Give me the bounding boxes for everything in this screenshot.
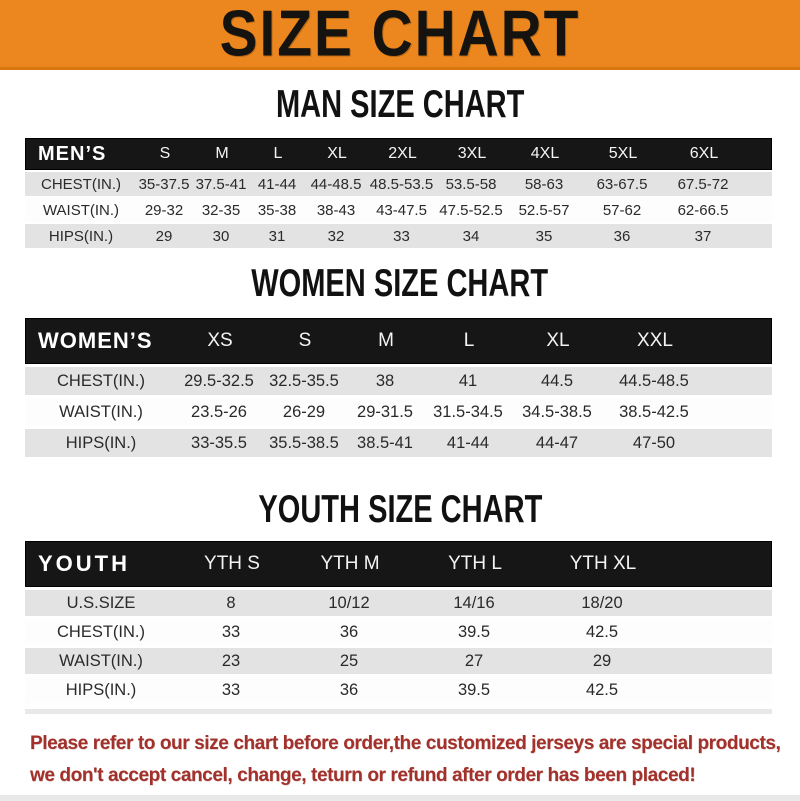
- size-column-header: S: [298, 330, 312, 351]
- size-cell: 47-50: [632, 433, 676, 452]
- row-label: U.S.SIZE: [66, 593, 136, 612]
- size-cell: 42.5: [585, 680, 619, 699]
- size-cell: 38.5-42.5: [619, 402, 689, 421]
- size-cell: 27: [464, 651, 484, 670]
- youth-heading-text: YOUTH SIZE CHART: [258, 486, 542, 531]
- page-bottom-edge: [0, 795, 800, 801]
- size-cell: 35-37.5: [138, 175, 190, 193]
- size-cell: 48.5-53.5: [369, 175, 434, 193]
- youth-table-bottom-edge: [25, 709, 772, 714]
- row-label: WAIST(IN.): [59, 651, 143, 670]
- size-cell: 44-47: [535, 433, 579, 452]
- size-cell: 39.5: [457, 622, 491, 641]
- size-cell: 23.5-26: [191, 402, 247, 421]
- size-cell: 30: [212, 227, 230, 245]
- youth-size-chart-heading: [0, 486, 800, 531]
- size-cell: 33: [221, 622, 241, 641]
- size-cell: 41: [458, 371, 478, 390]
- size-cell: 33: [221, 680, 241, 699]
- row-label: HIPS(IN.): [48, 227, 114, 245]
- table-row-waist: [25, 198, 772, 222]
- size-cell: 36: [339, 680, 359, 699]
- size-cell: 58-63: [524, 175, 564, 193]
- row-label: CHEST(IN.): [57, 371, 145, 390]
- row-label: WAIST(IN.): [42, 201, 120, 219]
- size-cell: 29.5-32.5: [184, 371, 254, 390]
- size-cell: 31: [268, 227, 286, 245]
- size-cell: 18/20: [581, 593, 623, 612]
- table-row-chest: [25, 367, 772, 395]
- size-cell: 8: [226, 593, 236, 612]
- size-column-header: S: [159, 145, 171, 162]
- size-cell: 29-32: [144, 201, 184, 219]
- size-cell: 53.5-58: [445, 175, 497, 193]
- size-cell: 14/16: [453, 593, 495, 612]
- size-cell: 31.5-34.5: [433, 402, 503, 421]
- women-heading-text: WOMEN SIZE CHART: [251, 260, 549, 305]
- size-column-header: 3XL: [457, 145, 487, 162]
- size-cell: 38: [375, 371, 395, 390]
- size-cell: 35-38: [257, 201, 297, 219]
- size-cell: 36: [339, 622, 359, 641]
- size-column-header: 2XL: [388, 145, 417, 162]
- size-cell: 35: [535, 227, 553, 245]
- size-cell: 38-43: [316, 201, 356, 219]
- size-chart-banner: [0, 0, 800, 70]
- youth-size-table: [25, 541, 772, 703]
- size-cell: 26-29: [282, 402, 326, 421]
- size-cell: 67.5-72: [677, 175, 729, 193]
- size-cell: 29: [592, 651, 612, 670]
- youth-table-header-row: [25, 541, 772, 587]
- size-cell: 63-67.5: [596, 175, 648, 193]
- size-cell: 32-35: [201, 201, 241, 219]
- size-column-header: YTH S: [204, 553, 260, 574]
- size-cell: 57-62: [602, 201, 642, 219]
- men-header-label: MEN’S: [38, 142, 107, 165]
- men-size-table: [25, 138, 772, 248]
- size-cell: 39.5: [457, 680, 491, 699]
- table-row-waist: [25, 398, 772, 426]
- size-cell: 41-44: [446, 433, 490, 452]
- size-column-header: L: [273, 145, 283, 162]
- size-cell: 34: [462, 227, 480, 245]
- size-column-header: XS: [207, 330, 233, 351]
- table-row-ussize: [25, 590, 772, 616]
- size-cell: 44.5-48.5: [619, 371, 689, 390]
- size-column-header: XL: [327, 145, 347, 162]
- row-label: WAIST(IN.): [59, 402, 143, 421]
- page-title: SIZE CHART: [219, 0, 581, 70]
- row-label: CHEST(IN.): [57, 622, 145, 641]
- footer-note: [30, 728, 800, 792]
- footer-line-1: Please refer to our size chart before order,the customized jerseys are special products,: [30, 733, 781, 754]
- size-column-header: XXL: [637, 330, 673, 351]
- size-cell: 33: [393, 227, 410, 245]
- size-cell: 41-44: [257, 175, 297, 193]
- footer-line-2: we don't accept cancel, change, teturn or refund after order has been placed!: [30, 765, 696, 786]
- size-column-header: 5XL: [608, 145, 638, 162]
- women-table-header-row: [25, 318, 772, 364]
- size-cell: 23: [221, 651, 241, 670]
- size-column-header: YTH L: [448, 553, 502, 574]
- women-size-table: [25, 318, 772, 457]
- men-table-header-row: [25, 138, 772, 170]
- size-column-header: YTH XL: [569, 553, 637, 574]
- size-column-header: M: [378, 330, 394, 351]
- women-header-label: WOMEN’S: [38, 328, 153, 353]
- size-cell: 36: [613, 227, 631, 245]
- size-cell: 43-47.5: [376, 201, 427, 219]
- size-column-header: L: [463, 330, 475, 351]
- row-label: CHEST(IN.): [41, 175, 121, 193]
- row-label: HIPS(IN.): [65, 433, 137, 452]
- table-row-chest: [25, 619, 772, 645]
- size-cell: 62-66.5: [677, 201, 729, 219]
- size-cell: 37.5-41: [195, 175, 247, 193]
- women-size-chart-heading: [0, 260, 800, 305]
- size-cell: 44.5: [540, 371, 574, 390]
- size-cell: 38.5-41: [357, 433, 413, 452]
- row-label: HIPS(IN.): [65, 680, 137, 699]
- size-cell: 29-31.5: [357, 402, 413, 421]
- size-column-header: YTH M: [320, 553, 380, 574]
- size-cell: 32.5-35.5: [269, 371, 339, 390]
- size-column-header: 6XL: [689, 145, 719, 162]
- table-row-chest: [25, 172, 772, 196]
- size-cell: 25: [339, 651, 359, 670]
- men-heading-text: MAN SIZE CHART: [275, 81, 525, 126]
- size-cell: 29: [155, 227, 173, 245]
- size-cell: 37: [694, 227, 712, 245]
- size-cell: 33-35.5: [191, 433, 247, 452]
- size-cell: 52.5-57: [518, 201, 570, 219]
- size-column-header: M: [215, 145, 229, 162]
- size-column-header: 4XL: [530, 145, 560, 162]
- size-column-header: XL: [546, 330, 570, 351]
- size-cell: 44-48.5: [310, 175, 362, 193]
- size-cell: 32: [327, 227, 345, 245]
- table-row-hips: [25, 429, 772, 457]
- size-cell: 34.5-38.5: [522, 402, 592, 421]
- youth-header-label: YOUTH: [38, 551, 130, 576]
- men-size-chart-heading: [0, 81, 800, 126]
- size-cell: 47.5-52.5: [439, 201, 503, 219]
- size-cell: 10/12: [328, 593, 370, 612]
- table-row-waist: [25, 648, 772, 674]
- size-cell: 42.5: [585, 622, 619, 641]
- size-cell: 35.5-38.5: [269, 433, 339, 452]
- table-row-hips: [25, 224, 772, 248]
- table-row-hips: [25, 677, 772, 703]
